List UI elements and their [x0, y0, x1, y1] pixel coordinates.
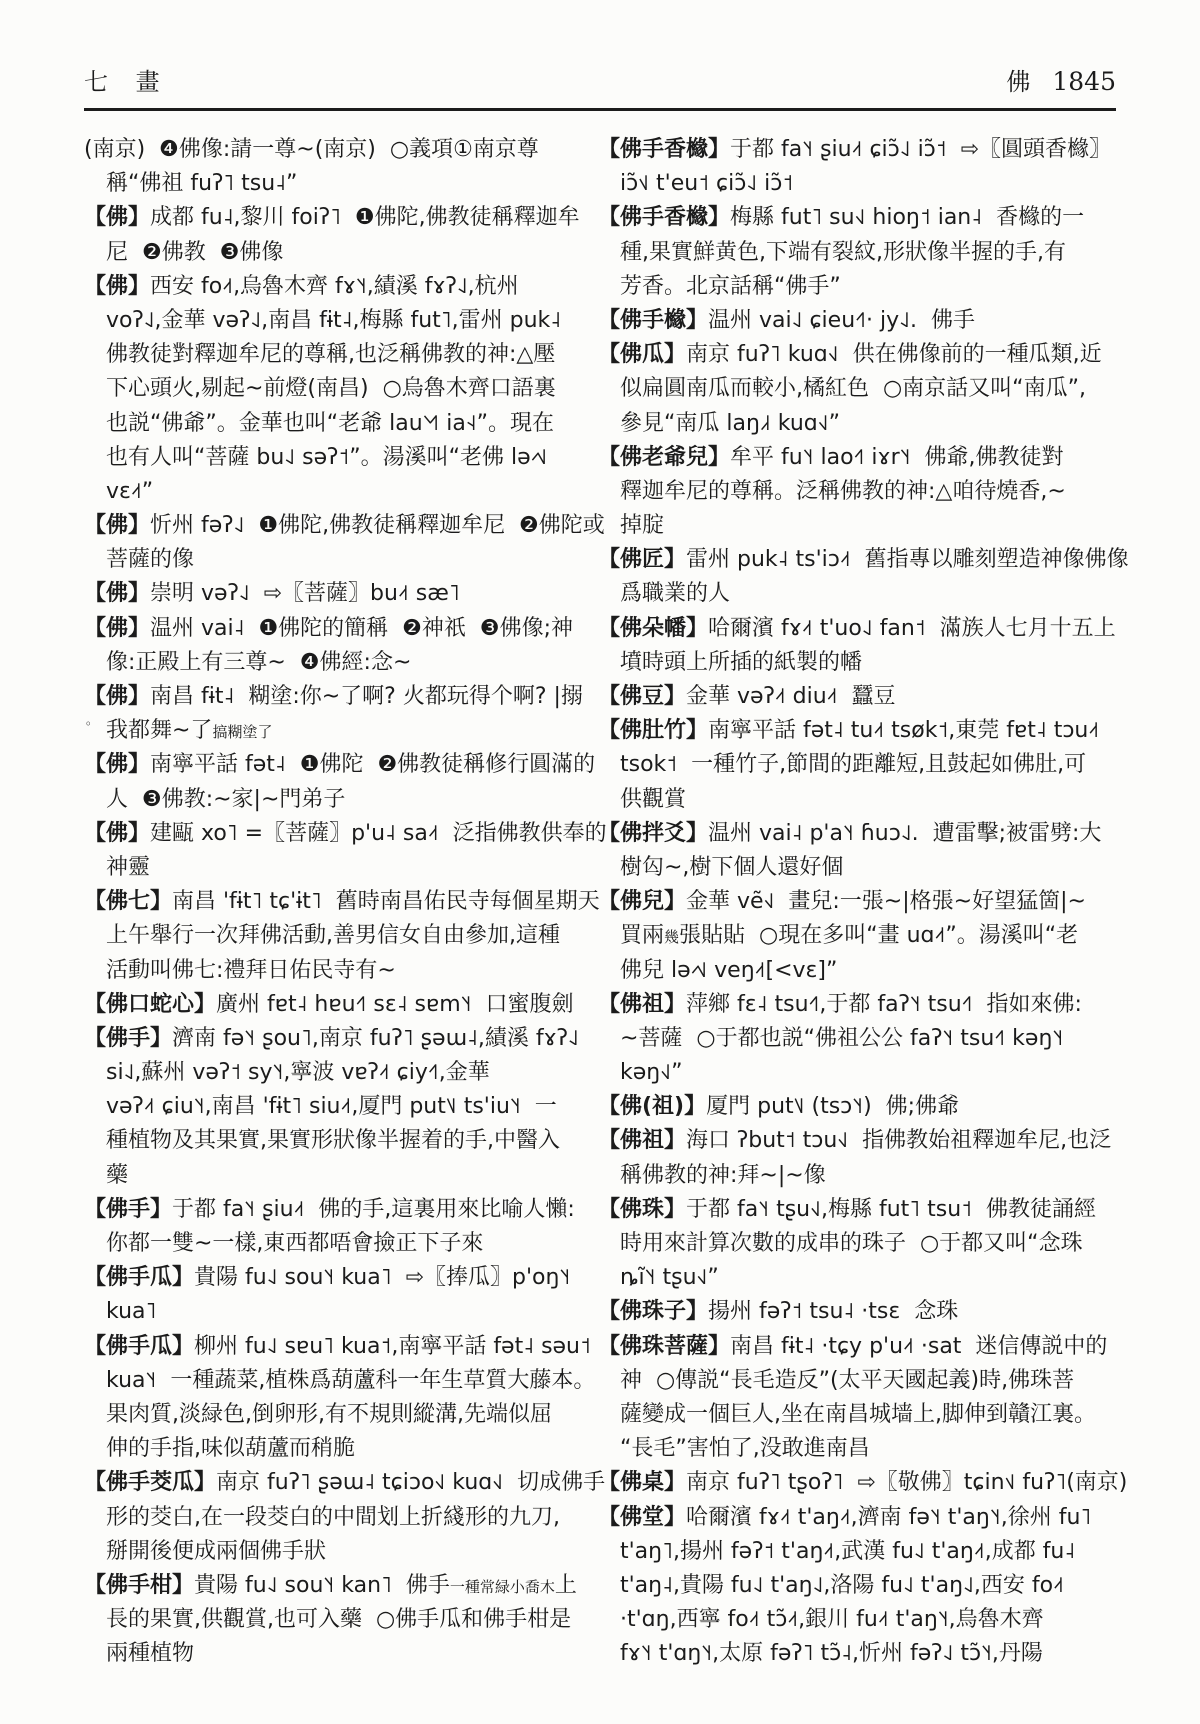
entry-headword: 【佛豆】: [598, 684, 687, 709]
entry-headword: 【佛兒】: [598, 889, 687, 915]
entry-headword: 【佛手瓜】: [84, 1333, 195, 1359]
line-text: 温州 vai˨ p'a˥˧ ɦuɔ˨˩. 遭雷擊;被雷劈:大: [708, 820, 1102, 846]
dict-line: [598, 201, 1129, 235]
dict-line: [84, 1569, 576, 1603]
line-text: 種,果實鮮黄色,下端有裂紋,形狀像半握的手,有: [620, 239, 1066, 265]
dict-line: [598, 372, 1129, 406]
dict-line: [84, 1364, 596, 1398]
dict-line: [598, 1261, 1129, 1295]
page-number: 1845: [1052, 67, 1116, 96]
dict-line: [598, 680, 1129, 714]
line-text: 樹匃~,樹下個人還好個: [620, 854, 844, 880]
dict-line: [598, 1432, 1129, 1466]
line-text: 牟平 fu˥˧ lao˧˥ iɤr˥˧ 佛爺,佛教徒對: [730, 444, 1064, 470]
dict-line: [84, 1261, 576, 1295]
line-text: 芳香。北京話稱“佛手”: [620, 273, 841, 299]
line-text: 兩種植物: [106, 1641, 195, 1667]
dict-line: [598, 1124, 1129, 1158]
entry-headword: 【佛(祖)】: [598, 1094, 707, 1120]
dict-line: [598, 954, 1129, 988]
dict-line: [84, 1637, 576, 1671]
line-text: 長的果實,供觀賞,也可入藥 ○佛手瓜和佛手柑是: [106, 1607, 572, 1633]
line-text: 揚州 fəʔ˦ tsu˨ ·tsɛ 念珠: [708, 1299, 959, 1325]
line-text: 稱“佛祖 fuʔ˥ tsu˨”: [106, 171, 298, 197]
line-text: vɛ˨˦”: [106, 478, 154, 504]
line-text: 厦門 put˥˩ (tsɔ˥˧) 佛;佛爺: [706, 1094, 960, 1120]
line-text: 你都一雙~一樣,東西都唔會撿正下子來: [106, 1231, 484, 1256]
line-text: iɔ̃˦˩ t'eu˦ ɕiɔ̃˨˩ iɔ̃˦: [620, 171, 794, 197]
line-text: 菩薩的像: [106, 547, 195, 573]
dict-line: [598, 783, 1129, 817]
dict-line: [84, 372, 576, 406]
dict-line: [598, 1364, 1129, 1398]
line-text: 薩變成一個巨人,坐在南昌城墙上,脚伸到贛江裏。: [620, 1401, 1096, 1427]
line-text: 哈爾濱 fɤ˨˦ t'uo˨˩ fan˦ 滿族人七月十五上: [708, 615, 1116, 641]
entry-headword: 【佛】: [84, 581, 151, 607]
entry-headword: 【佛朵幡】: [598, 615, 709, 641]
line-text: 時用來計算次數的成串的珠子 ○于都又叫“念珠: [620, 1231, 1083, 1256]
entry-headword: 【佛手柑】: [84, 1572, 195, 1598]
dict-line: [84, 783, 576, 817]
line-text: 人 ❸佛教:~家|~門弟子: [106, 786, 346, 812]
dict-line: [598, 1193, 1129, 1227]
line-text: kua˥: [106, 1299, 157, 1325]
dict-line: [84, 612, 576, 646]
line-text: 貴陽 fu˨˩ sou˥˧ kua˥ ⇨〖捧瓜〗p'oŋ˥˧: [194, 1265, 571, 1291]
dict-line: [598, 817, 1129, 851]
line-text: 南京 fuʔ˥ ʂəɯ˨ tɕiɔo˧˩ kuɑ˧˩ 切成佛手: [216, 1470, 606, 1496]
dict-line: [598, 1535, 1129, 1569]
entry-headword: 【佛手櫞】: [598, 307, 709, 333]
entry-headword: 【佛】: [84, 752, 151, 778]
line-text: 活動叫佛七:禮拜日佑民寺有~: [106, 957, 396, 983]
dict-line: [84, 1330, 591, 1364]
entry-headword: 【佛珠子】: [598, 1299, 709, 1325]
line-text: 貴陽 fu˨˩ sou˥˧ kan˥ 佛手: [194, 1572, 450, 1598]
line-text: 果肉質,淡緑色,倒卵形,有不規則縱溝,先端似屈: [106, 1401, 552, 1427]
entry-headword: 【佛堂】: [598, 1504, 687, 1530]
line-text: ȵĩ˥˧ tʂu˧˩”: [620, 1265, 719, 1291]
line-text: 形的茭白,在一段茭白的中間划上折綫形的九刀,: [106, 1504, 560, 1530]
dict-line: [84, 646, 576, 680]
line-text: 佛兒 lə˨˦˩ veŋ˨˦[<vɛ]”: [620, 957, 838, 983]
line-text: 建甌 xo˥ =〖菩薩〗p'u˨ sa˨˦ 泛指佛教供奉的: [150, 820, 607, 846]
entry-headword: 【佛老爺兒】: [598, 444, 731, 470]
entry-headword: 【佛瓜】: [598, 342, 687, 368]
line-text: kəŋ˧˩”: [620, 1060, 683, 1086]
line-text: 神靈: [106, 854, 151, 880]
dict-line: [84, 1056, 576, 1090]
dict-line: [598, 1569, 1129, 1603]
dict-line: [84, 167, 576, 201]
line-text: 南寧平話 fət˨ tu˨˦ tsøk˦,東莞 fɐt˨ tɔu˨˦: [708, 718, 1100, 744]
dict-line: [598, 338, 1129, 372]
line-text: 掰開後便成兩個佛手狀: [106, 1538, 327, 1564]
page-guide: [1006, 62, 1116, 97]
entry-headword: 【佛拌爻】: [598, 820, 709, 846]
guide-word: 佛: [1006, 68, 1031, 96]
dict-line: [84, 270, 576, 304]
line-text: 下心頭火,剔起~前燈(南昌) ○烏魯木齊口語裏: [106, 376, 556, 402]
entry-headword: 【佛】: [84, 615, 151, 641]
line-text: 忻州 fəʔ˨˩ ❶佛陀,佛教徒稱釋迦牟尼 ❷佛陀或: [150, 513, 605, 539]
dict-line: [84, 1022, 579, 1056]
line-text: 種植物及其果實,果實形狀像半握着的手,中醫入: [106, 1128, 560, 1154]
dict-line: [84, 236, 576, 270]
dict-line: [84, 919, 576, 953]
line-text: 稱佛教的神:拜~|~像: [620, 1162, 826, 1188]
line-text: 買兩: [620, 923, 665, 949]
line-text: 南昌 fɨt˨ ·tɕy p'u˨˦ ·sat 迷信傳説中的: [730, 1333, 1108, 1359]
dict-line: [598, 748, 1129, 782]
dict-line: [84, 988, 576, 1022]
line-text: 金華 vəʔ˨˦ diu˨˦ 蠶豆: [686, 684, 896, 709]
dict-line: [84, 201, 580, 235]
line-text: 南寧平話 fət˨ ❶佛陀 ❷佛教徒稱修行圓滿的: [150, 752, 596, 778]
dict-line: [84, 407, 576, 441]
line-text: 墳時頭上所插的紙製的幡: [620, 649, 863, 675]
dict-line: [84, 1603, 576, 1637]
entry-headword: 【佛手香櫞】: [598, 137, 731, 162]
dict-line: [84, 1124, 576, 1158]
line-text: t'aŋ˨,貴陽 fu˨˩ t'aŋ˨˩,洛陽 fu˨˩ t'aŋ˨˩,西安 fo˨˦: [620, 1572, 1064, 1598]
dict-line: [598, 1295, 1129, 1329]
dict-line: [84, 1466, 606, 1500]
dict-line: [84, 885, 600, 919]
dict-line: [84, 475, 576, 509]
line-text: 于都 fa˥˧ ʂiu˨˦ ɕiɔ̃˨˩ iɔ̃˦ ⇨〖圓頭香櫞〗: [730, 137, 1112, 162]
line-text: 藥: [106, 1162, 129, 1188]
dict-line: [598, 167, 1129, 201]
dict-line: [84, 1535, 576, 1569]
line-text: 雷州 puk˨ ts'iɔ˨˦ 舊指專以雕刻塑造神像佛像: [686, 547, 1129, 573]
dict-line: [84, 577, 576, 611]
line-text: 濟南 fə˥˧ ʂou˥,南京 fuʔ˥ ʂəɯ˨,績溪 fɤʔ˨˩: [172, 1025, 579, 1051]
line-text: 哈爾濱 fɤ˨˦ t'aŋ˨˦,濟南 fə˥˧ t'aŋ˥˧,徐州 fu˥: [686, 1504, 1092, 1530]
entry-headword: 【佛】: [84, 820, 151, 846]
line-text: 上: [554, 1572, 577, 1598]
dict-line: [598, 133, 1129, 167]
dict-line: [598, 612, 1129, 646]
dict-line: [84, 680, 583, 714]
line-text: 佛教徒對釋迦牟尼的尊稱,也泛稱佛教的神:△壓: [106, 342, 556, 368]
dict-line: [598, 851, 1129, 885]
dict-line: [84, 304, 576, 338]
line-text: 爲職業的人: [620, 581, 731, 607]
small-gloss: 一種常緑小喬木: [449, 1577, 555, 1596]
line-text: 西安 fo˨˦,烏魯木齊 fɤ˥˧,績溪 fɤʔ˨˩,杭州: [150, 273, 519, 299]
dict-line: [84, 441, 576, 475]
line-text: 釋迦牟尼的尊稱。泛稱佛教的神:△咱待燒香,~: [620, 478, 1066, 504]
line-text: 于都 fa˥˧ tʂu˧˩,梅縣 fut˥ tsu˦ 佛教徒誦經: [686, 1196, 1096, 1222]
dict-line: [84, 954, 576, 988]
line-text: 南京 fuʔ˥ tʂoʔ˥ ⇨〖敬佛〗tɕin˦˩ fuʔ˥(南京): [686, 1470, 1128, 1496]
dict-line: [598, 1466, 1129, 1500]
line-text: 金華 vẽ˧˩ 畫兒:一張~|格張~好望猛箇|~: [686, 889, 1086, 915]
entry-headword: 【佛口蛇心】: [84, 991, 217, 1017]
line-text: 柳州 fu˨˩ sɐu˥ kua˦,南寧平話 fət˨ səu˦: [194, 1333, 591, 1359]
section-label: 七 畫: [84, 68, 170, 96]
entry-headword: 【佛手】: [84, 1196, 173, 1222]
entry-headword: 【佛】: [84, 273, 151, 299]
small-gloss: 幾: [664, 928, 680, 947]
line-text: 于都 fa˥˧ ʂiu˨˦ 佛的手,這裏用來比喻人懶:: [172, 1196, 575, 1222]
dict-line: [598, 1159, 1129, 1193]
dict-line: [598, 475, 1129, 509]
line-text: 也有人叫“菩薩 bu˨˩ səʔ˦”。湯溪叫“老佛 lə˨˦˩: [106, 444, 548, 470]
dict-line: [84, 543, 576, 577]
dict-line: [598, 1090, 1129, 1124]
dict-line: [84, 133, 576, 167]
column-right: [598, 133, 1129, 1671]
dict-line: [598, 509, 1129, 543]
line-text: si˨˩,蘇州 vəʔ˦ sy˥˧,寧波 vɐʔ˨˦ ɕiy˧˥,金華: [106, 1060, 490, 1086]
dict-line: [84, 1501, 576, 1535]
line-text: 也説“佛爺”。金華也叫“老爺 lau˥˧˥ ia˧˨”。現在: [106, 410, 555, 436]
dict-line: [598, 988, 1129, 1022]
line-text: t'aŋ˥,揚州 fəʔ˦ t'aŋ˨˦,武漢 fu˨˩ t'aŋ˨˦,成都 fu˨: [620, 1538, 1076, 1564]
dict-line: [598, 1227, 1129, 1261]
line-text: 神 ○傳説“長毛造反”(太平天國起義)時,佛珠菩: [620, 1367, 1075, 1393]
line-text: 南昌 'fɨt˥ tɕ'ɨt˥ 舊時南昌佑民寺每個星期天: [172, 889, 600, 915]
dict-line: [84, 509, 605, 543]
line-text: 南京 fuʔ˥ kuɑ˧˩ 供在佛像前的一種瓜類,近: [686, 342, 1102, 368]
dict-line: [598, 236, 1129, 270]
line-text: “長毛”害怕了,没敢進南昌: [620, 1436, 870, 1462]
dict-line: [598, 407, 1129, 441]
line-text: (南京) ❹佛像:請一尊~(南京) ○義項①南京尊: [84, 137, 539, 162]
dict-line: [84, 714, 576, 748]
line-text: ~菩薩 ○于都也説“佛祖公公 faʔ˥˧ tsu˧˥ kəŋ˥˧: [620, 1025, 1064, 1051]
line-text: 像:正殿上有三尊~ ❹佛經:念~: [106, 649, 412, 675]
entry-headword: 【佛祖】: [598, 1128, 687, 1154]
dict-line: [598, 543, 1129, 577]
dict-line: [598, 885, 1129, 919]
line-text: 供觀賞: [620, 786, 687, 812]
dict-line: [84, 1398, 576, 1432]
line-text: 似扁圓南瓜而較小,橘紅色 ○南京話又叫“南瓜”,: [620, 376, 1086, 402]
dict-line: [84, 338, 576, 372]
line-text: fɤ˥˧ t'ɑŋ˥˧,太原 fəʔ˥ tɔ̃˨,忻州 fəʔ˨˩ tɔ̃˥˧,丹陽: [620, 1641, 1043, 1667]
dict-line: [598, 304, 1129, 338]
column-left: [84, 133, 607, 1671]
entry-headword: 【佛】: [84, 684, 151, 709]
entry-headword: 【佛珠菩薩】: [598, 1333, 731, 1359]
entry-headword: 【佛七】: [84, 889, 173, 915]
entry-headword: 【佛手香櫞】: [598, 205, 731, 231]
entry-headword: 【佛手】: [84, 1025, 173, 1051]
line-text: 崇明 vəʔ˨˩ ⇨〖菩薩〗bu˨˦ sæ˥: [150, 581, 460, 607]
line-text: 温州 vai˨ ❶佛陀的簡稱 ❷神祇 ❸佛像;神: [150, 615, 574, 641]
line-text: 萍鄉 fɛ˨ tsu˧˥,于都 faʔ˥˧ tsu˧˥ 指如來佛:: [686, 991, 1082, 1017]
line-text: 張貼貼 ○現在多叫“畫 uɑ˨˦”。湯溪叫“老: [679, 923, 1079, 949]
dict-line: [598, 441, 1129, 475]
dict-line: [84, 1295, 576, 1329]
line-text: 我都舞~了: [106, 718, 213, 744]
line-text: 掉腚: [620, 513, 665, 539]
dict-line: [84, 1432, 576, 1466]
line-text: 參見“南瓜 laŋ˩˧ kuɑ˧˩”: [620, 410, 840, 436]
dict-line: [598, 1603, 1129, 1637]
dict-line: [598, 1398, 1129, 1432]
entry-headword: 【佛匠】: [598, 547, 687, 573]
dict-line: [598, 1330, 1129, 1364]
line-text: voʔ˨˩,金華 vəʔ˨˩,南昌 fɨt˨,梅縣 fut˥,雷州 puk˨: [106, 307, 562, 333]
line-text: 梅縣 fut˥ su˧˩ hioŋ˦ ian˨ 香櫞的一: [730, 205, 1085, 231]
dict-line: [84, 1159, 576, 1193]
dict-line: [84, 851, 576, 885]
small-gloss: 搞糊塗了: [212, 723, 273, 742]
line-text: 廣州 fɐt˨ hɐu˧˥ sɛ˨ sɐm˥˧ 口蜜腹劍: [216, 991, 574, 1017]
dict-line: [598, 577, 1129, 611]
line-text: tsok˦ 一種竹子,節間的距離短,且鼓起如佛肚,可: [620, 752, 1087, 778]
dict-line: [84, 748, 596, 782]
dict-line: [598, 1637, 1129, 1671]
dict-line: [84, 1227, 576, 1261]
dict-line: [84, 817, 607, 851]
line-text: 温州 vai˨˩ ɕieu˧˥· jy˨˩. 佛手: [708, 307, 975, 333]
line-text: 上午舉行一次拜佛活動,善男信女自由參加,這種: [106, 923, 560, 949]
entry-headword: 【佛手瓜】: [84, 1265, 195, 1291]
dialect-mark-ring: 。: [86, 713, 99, 728]
line-text: ·t'ɑŋ,西寧 fo˨˦ tɔ̃˨˦,銀川 fu˨˦ t'aŋ˥˧,烏魯木齊: [620, 1607, 1044, 1633]
entry-headword: 【佛】: [84, 513, 151, 539]
line-text: 伸的手指,味似葫蘆而稍脆: [106, 1436, 355, 1462]
header-rule: [84, 108, 1116, 111]
line-text: 成都 fu˨,黎川 foiʔ˥ ❶佛陀,佛教徒稱釋迦牟: [150, 205, 580, 231]
dict-line: [598, 919, 1129, 953]
dict-line: [598, 1056, 1129, 1090]
line-text: kua˥˧ 一種蔬菜,植株爲葫蘆科一年生草質大藤本。: [106, 1367, 596, 1393]
dict-line: [598, 714, 1129, 748]
dict-line: [598, 270, 1129, 304]
dict-line: [84, 1193, 576, 1227]
line-text: 海口 ʔbut˦ tɔu˧˩ 指佛教始祖釋迦牟尼,也泛: [686, 1128, 1112, 1154]
entry-headword: 【佛珠】: [598, 1196, 687, 1222]
entry-headword: 【佛桌】: [598, 1470, 687, 1496]
dict-line: [598, 1501, 1129, 1535]
entry-headword: 【佛肚竹】: [598, 718, 709, 744]
dict-line: [84, 1090, 576, 1124]
entry-headword: 【佛祖】: [598, 991, 687, 1017]
page-header: [84, 62, 1116, 104]
line-text: 南昌 fɨt˨ 糊塗:你~了啊? 火都玩得个啊? |搦: [150, 684, 583, 709]
entry-headword: 【佛】: [84, 205, 151, 231]
line-text: vəʔ˨˦ ɕiu˥˧,南昌 'fɨt˥ siu˨˦,厦門 put˥˩ ts'iu˥˧ 一: [106, 1094, 557, 1120]
dict-line: [598, 646, 1129, 680]
line-text: 尼 ❷佛教 ❸佛像: [106, 239, 284, 265]
text-columns: [84, 133, 1129, 1671]
dict-line: [598, 1022, 1129, 1056]
entry-headword: 【佛手茭瓜】: [84, 1470, 217, 1496]
